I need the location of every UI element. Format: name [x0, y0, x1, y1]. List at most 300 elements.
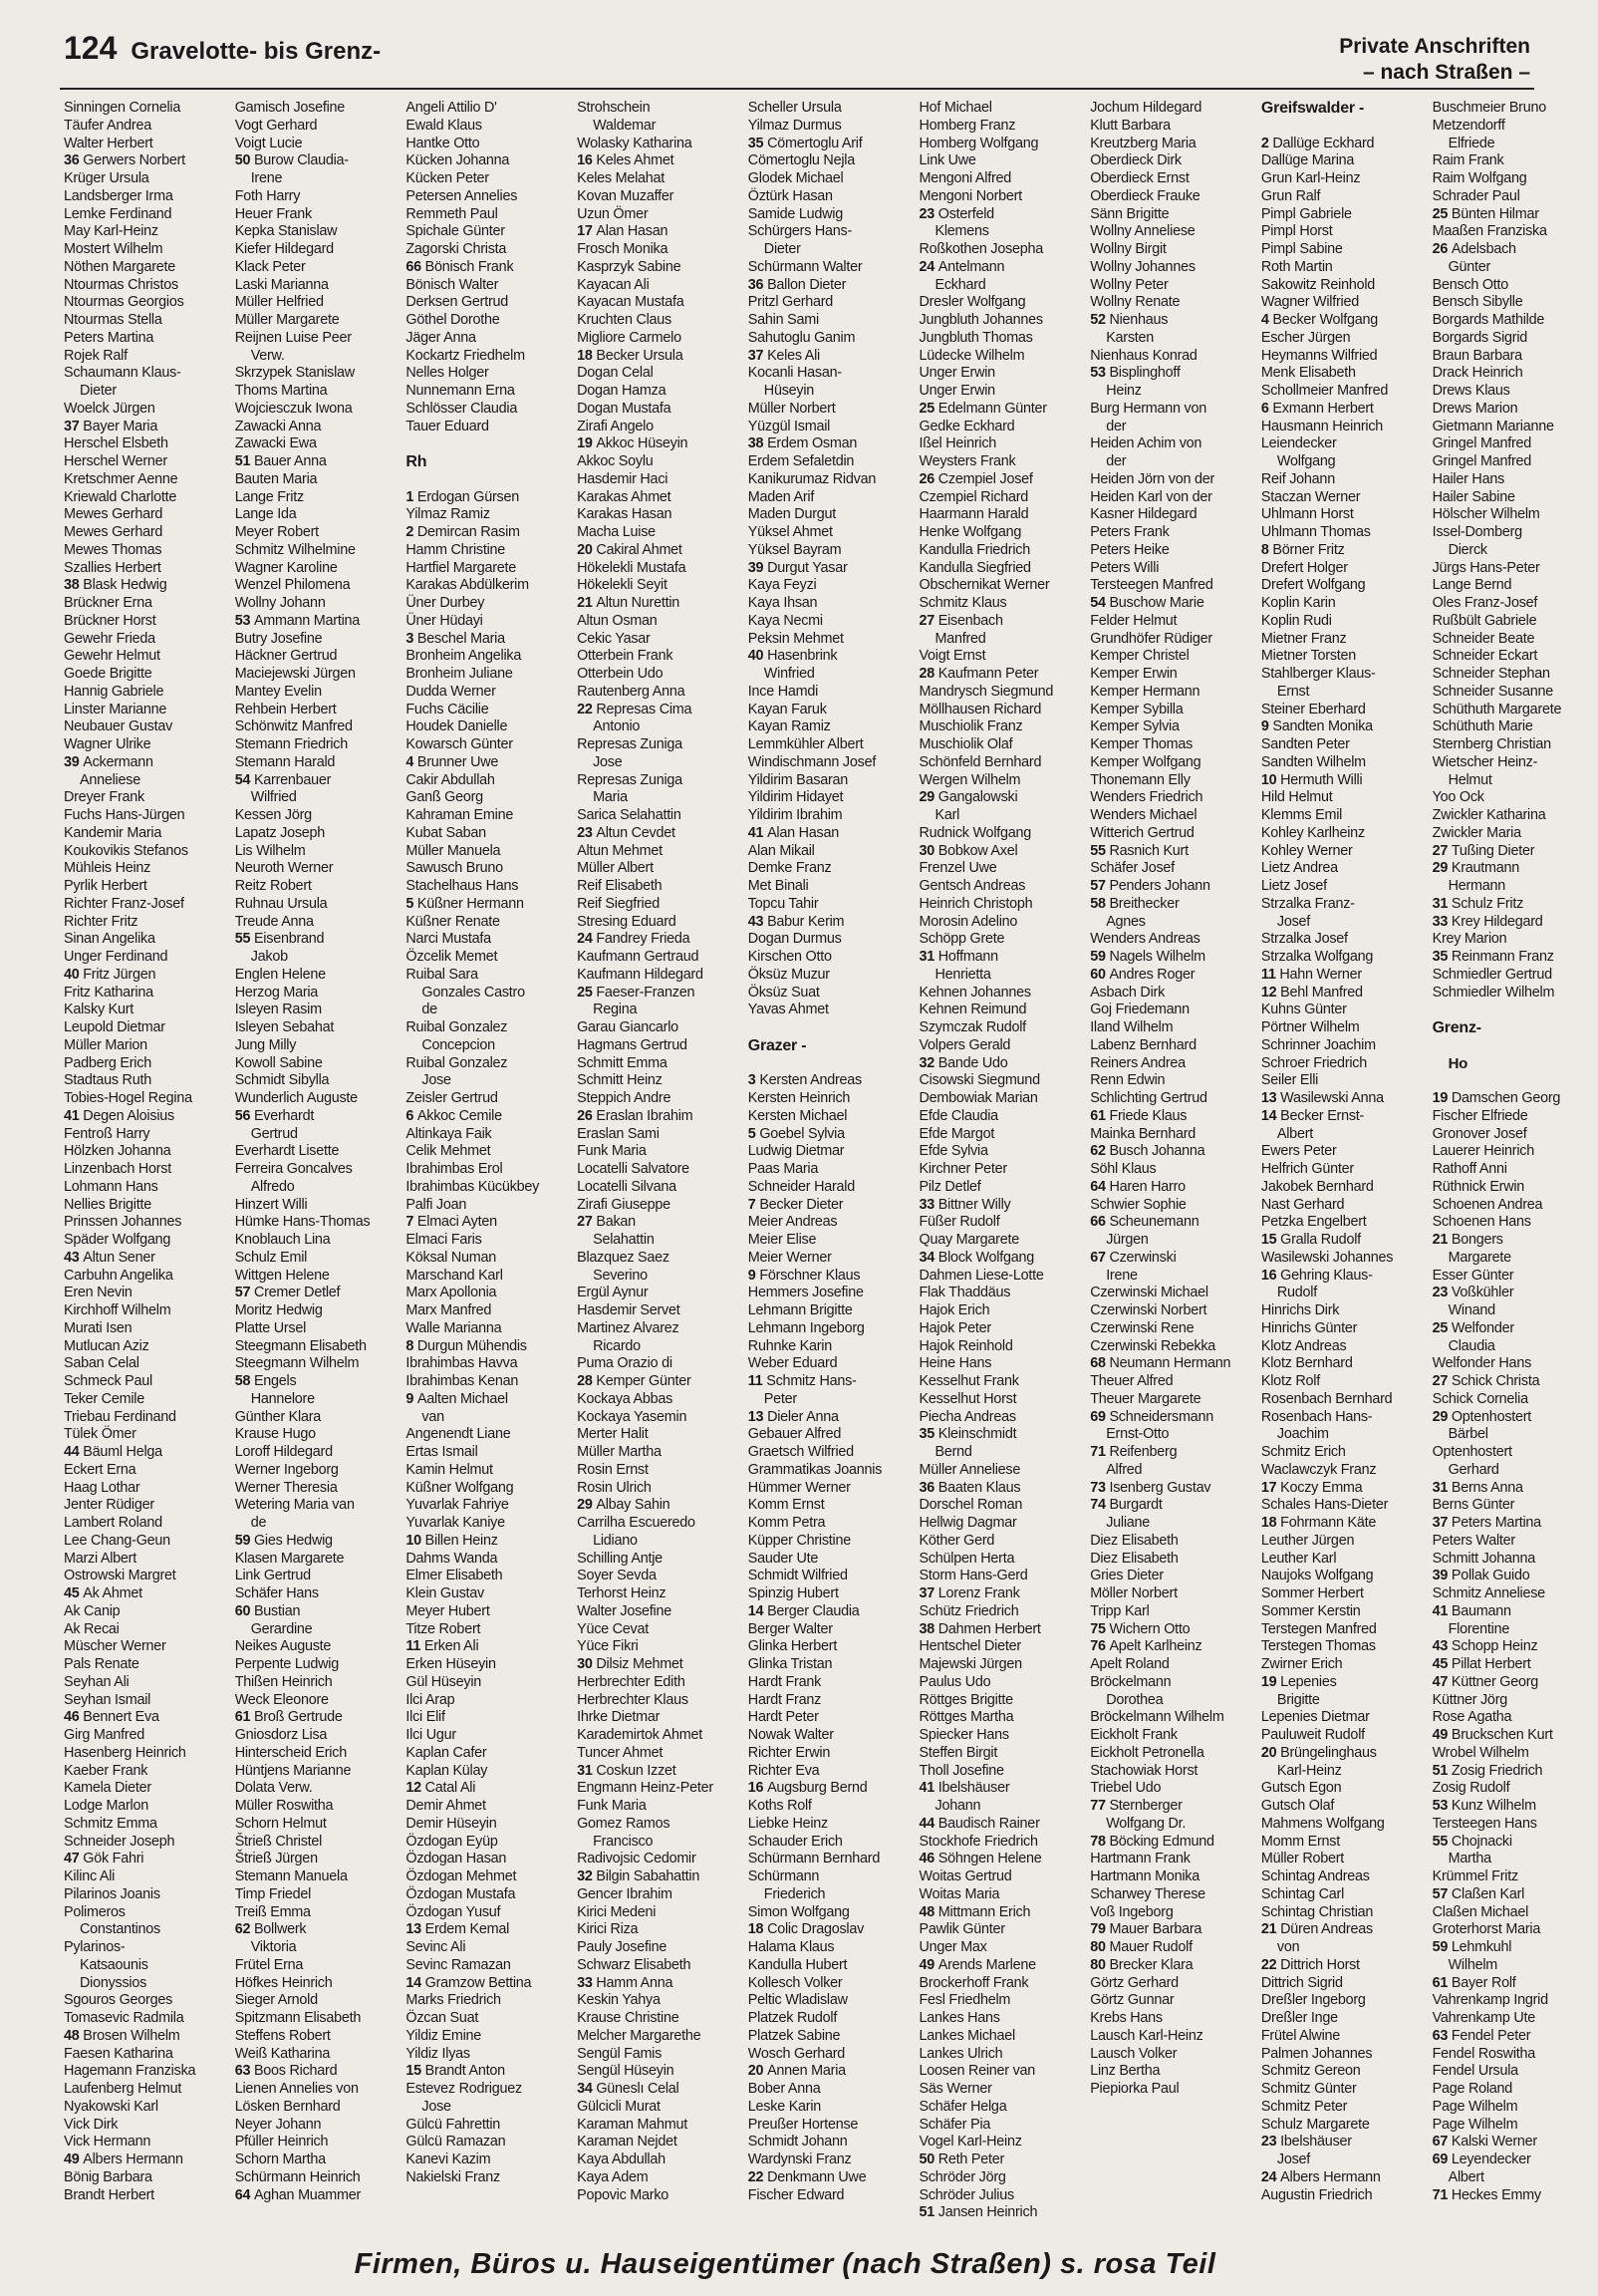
entry: Schmidt Sibylla: [234, 1072, 330, 1089]
entry: Gamisch Josefine: [234, 100, 346, 116]
entry: Waclawczyk Franz: [1260, 1461, 1377, 1478]
entry: 37 Keles Ali: [747, 347, 821, 364]
entry: Fuchs Hans-Jürgen: [64, 807, 185, 823]
entry: Schneider Stephan: [1432, 666, 1550, 682]
entry: 35 Kleinschmidt: [919, 1426, 1017, 1443]
entry: 35 Cömertoglu Arif: [747, 135, 863, 151]
entry: Schneider Beate: [1432, 630, 1535, 647]
entry: Sawusch Bruno: [405, 860, 503, 877]
entry: Paulus Udo: [919, 1673, 991, 1690]
entry: Zawacki Ewa: [234, 435, 317, 452]
entry: Platzek Sabine: [747, 2027, 841, 2044]
header-rule: [60, 88, 1534, 90]
entry: Terstegen Thomas: [1260, 1638, 1376, 1655]
entry: Strzalka Josef: [1260, 931, 1348, 948]
entry: Grammatikas Joannis: [747, 1461, 883, 1478]
entry: 58 Breithecker: [1090, 895, 1180, 912]
entry: Gries Dieter: [1090, 1568, 1164, 1584]
entry: Altinkaya Faik: [405, 1125, 492, 1142]
entry: Platte Ursel: [234, 1319, 307, 1336]
entry: Borgards Mathilde: [1432, 312, 1545, 328]
entry: Meyer Robert: [234, 524, 319, 540]
entry: Kehnen Reimund: [919, 1002, 1027, 1018]
entry: 60 Andres Roger: [1090, 966, 1196, 983]
entry-continuation: Irene: [250, 170, 283, 186]
entry: Heymanns Wilfried: [1260, 347, 1378, 364]
entry: Neubauer Gustav: [64, 718, 173, 735]
entry: Maden Arif: [747, 488, 815, 505]
entry-continuation: Hüseyin: [763, 383, 815, 399]
entry: 35 Reinmann Franz: [1432, 949, 1554, 965]
entry: Radivojsic Cedomir: [577, 1851, 696, 1867]
entry: Brückner Horst: [64, 612, 156, 629]
entry: Escher Jürgen: [1260, 329, 1351, 346]
entry: 21 Altun Nurettin: [577, 595, 680, 611]
entry: Weiß Katharina: [234, 2045, 331, 2062]
entry: Demir Ahmet: [405, 1798, 486, 1814]
entry: 67 Czerwinski: [1090, 1249, 1177, 1266]
entry-continuation: der: [1106, 418, 1127, 434]
entry: Klutt Barbara: [1090, 117, 1171, 134]
entry: Padberg Erich: [64, 1054, 151, 1071]
entry: 53 Bisplinghoff: [1090, 365, 1181, 382]
spacer: [405, 435, 571, 453]
entry: Schröder Jörg: [919, 2168, 1006, 2185]
entry: Loosen Reiner van: [919, 2063, 1036, 2080]
entry: Wollny Peter: [1090, 276, 1169, 293]
column-4: [577, 100, 742, 2222]
entry: Schneider Eckart: [1432, 648, 1538, 665]
entry: Yildiz Ilyas: [405, 2045, 470, 2062]
entry: Wietscher Heinz-: [1432, 753, 1538, 770]
entry: Gentsch Andreas: [919, 878, 1026, 894]
entry: Maciejewski Jürgen: [234, 666, 356, 682]
entry-continuation: Gertrud: [250, 1125, 298, 1142]
entry: Zagorski Christa: [405, 241, 507, 257]
entry: Eickholt Frank: [1090, 1727, 1178, 1743]
entry: Kandulla Hubert: [747, 1956, 848, 1973]
entry: Sevinc Ramazan: [405, 1956, 511, 1973]
entry: Herbrechter Klaus: [577, 1691, 688, 1708]
entry: Palmen Johannes: [1260, 2045, 1373, 2062]
entry: Höfkes Heinrich: [234, 1974, 333, 1991]
entry-continuation: Waldemar: [593, 117, 657, 134]
entry: 78 Böcking Edmund: [1090, 1833, 1214, 1850]
entry: Titze Robert: [405, 1620, 481, 1637]
entry: Triebau Ferdinand: [64, 1408, 176, 1425]
entry: Koths Rolf: [747, 1798, 812, 1814]
entry: Witterich Gertrud: [1090, 824, 1195, 841]
entry: Schäfer Josef: [1090, 860, 1175, 877]
entry: Locatelli Salvatore: [577, 1161, 689, 1177]
entry: Schürmann: [747, 1868, 820, 1884]
entry: Schlösser Claudia: [405, 400, 518, 417]
entry: Wenzel Philomena: [234, 577, 351, 594]
entry: Zirafi Giuseppe: [577, 1196, 670, 1213]
entry: 9 Aalten Michael: [405, 1390, 508, 1407]
entry: Klotz Andreas: [1260, 1337, 1347, 1354]
entry: 31 Hoffmann: [919, 949, 998, 965]
entry: Muschiolik Franz: [919, 718, 1023, 735]
entry: Üner Hüdayi: [405, 612, 483, 629]
entry: Sommer Kerstin: [1260, 1602, 1361, 1619]
column-9: [1433, 100, 1598, 2222]
entry: 27 Schick Christa: [1432, 1373, 1540, 1389]
entry: Unger Erwin: [919, 365, 995, 382]
entry: 79 Mauer Barbara: [1090, 1921, 1202, 1938]
entry: Neuroth Werner: [234, 860, 334, 877]
entry: Jenter Rüdiger: [64, 1497, 154, 1514]
entry: Zirafi Angelo: [577, 418, 654, 434]
entry: Schmitz Klaus: [919, 595, 1007, 611]
entry: Rosenbach Hans-: [1260, 1408, 1373, 1425]
entry: Leuther Karl: [1260, 1550, 1337, 1567]
entry: Klack Peter: [234, 258, 306, 275]
entry: Wollny Birgit: [1090, 241, 1167, 257]
entry: Link Uwe: [919, 152, 976, 169]
entry: 16 Augsburg Bernd: [747, 1780, 868, 1797]
entry: Kessen Jörg: [234, 807, 312, 823]
entry: Schrader Paul: [1432, 187, 1520, 204]
entry: Mainka Bernhard: [1090, 1125, 1197, 1142]
entry: Pimpl Sabine: [1260, 241, 1343, 257]
entry: 54 Buschow Marie: [1090, 595, 1204, 611]
entry: Özdogan Mustafa: [405, 1885, 516, 1902]
street-heading: Rh: [405, 453, 427, 470]
entry: 69 Schneidersmann: [1090, 1408, 1213, 1425]
entry: Kahraman Emine: [405, 807, 514, 823]
entry: Reijnen Luise Peer: [234, 329, 352, 346]
entry: 38 Blask Hedwig: [64, 577, 167, 594]
entry: Rosin Ulrich: [577, 1479, 652, 1496]
entry: Heine Hans: [919, 1355, 992, 1372]
entry: Efde Claudia: [919, 1107, 998, 1124]
entry: Klotz Rolf: [1260, 1373, 1320, 1389]
entry: Oberdieck Frauke: [1090, 187, 1200, 204]
entry: 61 Broß Gertrude: [234, 1709, 343, 1726]
entry: 9 Förschner Klaus: [747, 1267, 861, 1284]
entry: 28 Kaufmann Peter: [919, 666, 1039, 682]
entry: Lietz Andrea: [1260, 860, 1338, 877]
entry: Yilmaz Ramiz: [405, 506, 490, 523]
entry: Kemper Thomas: [1090, 736, 1194, 752]
entry: Morosin Adelino: [919, 913, 1018, 930]
entry: 15 Brandt Anton: [405, 2063, 505, 2080]
entry: 27 Eisenbach: [919, 612, 1003, 629]
entry: Schoenen Hans: [1432, 1214, 1531, 1231]
entry: Söhl Klaus: [1090, 1161, 1157, 1177]
entry: 22 Dittrich Horst: [1260, 1956, 1360, 1973]
entry: Gewehr Frieda: [64, 630, 155, 647]
entry: Rosenbach Bernhard: [1260, 1390, 1393, 1407]
entry: 41 Baumann: [1432, 1602, 1511, 1619]
entry: Storm Hans-Gerd: [919, 1568, 1028, 1584]
entry: 11 Hahn Werner: [1260, 966, 1362, 983]
entry: Kücken Johanna: [405, 152, 510, 169]
entry: Prinssen Johannes: [64, 1214, 182, 1231]
entry: Ntourmas Georgios: [64, 294, 184, 311]
entry: Ntourmas Stella: [64, 312, 162, 328]
entry: Hantke Otto: [405, 135, 480, 151]
entry: Nast Gerhard: [1260, 1196, 1345, 1213]
entry: Kaufmann Hildegard: [577, 966, 703, 983]
entry: Brockerhoff Frank: [919, 1974, 1029, 1991]
entry: Jung Milly: [234, 1036, 297, 1053]
entry: Ibrahimbas Erol: [405, 1161, 503, 1177]
entry: Schülpen Herta: [919, 1550, 1015, 1567]
entry: Cisowski Siegmund: [919, 1072, 1040, 1089]
entry: 66 Bönisch Frank: [405, 258, 514, 275]
entry: 29 Albay Sahin: [577, 1497, 670, 1514]
entry: 34 Block Wolfgang: [919, 1249, 1034, 1266]
entry: 13 Erdem Kemal: [405, 1921, 510, 1938]
entry: Staczan Werner: [1260, 488, 1361, 505]
entry: Goede Brigitte: [64, 666, 152, 682]
entry: Öztürk Hasan: [747, 187, 833, 204]
entry-continuation: Agnes: [1106, 913, 1146, 930]
entry: Štrieß Christel: [234, 1833, 323, 1850]
entry: Hüntjens Marianne: [234, 1762, 352, 1779]
entry: Schintag Carl: [1260, 1885, 1345, 1902]
entry: 37 Peters Martina: [1432, 1515, 1541, 1531]
entry: Fritz Katharina: [64, 984, 153, 1001]
entry: Sinningen Cornelia: [64, 100, 181, 116]
column-5: [748, 100, 914, 2222]
entry: Perpente Ludwig: [234, 1656, 339, 1672]
entry: Tobies-Hogel Regina: [64, 1090, 192, 1106]
entry: Kollesch Volker: [747, 1974, 843, 1991]
entry: Kaya Adem: [577, 2168, 649, 2185]
entry: Wunderlich Auguste: [234, 1090, 358, 1106]
entry: Spinzig Hubert: [747, 1585, 839, 1601]
entry: 76 Apelt Karlheinz: [1090, 1638, 1202, 1655]
entry: Yüzgül Ismail: [747, 418, 831, 434]
entry: Loroff Hildegard: [234, 1444, 333, 1460]
entry: Claßen Michael: [1432, 1903, 1529, 1920]
entry-continuation: Karl-Heinz: [1276, 1762, 1342, 1779]
entry: Rosin Ernst: [577, 1461, 649, 1478]
entry: Peltic Wladislaw: [747, 1992, 848, 2009]
entry: Haarmann Harald: [919, 506, 1029, 523]
entry: Piecha Andreas: [919, 1408, 1016, 1425]
entry: Teker Cemile: [64, 1390, 144, 1407]
entry: Wittgen Helene: [234, 1267, 330, 1284]
entry: Kirchner Peter: [919, 1161, 1007, 1177]
entry: Kaplan Külay: [405, 1762, 488, 1779]
entry: Wagner Wilfried: [1260, 294, 1359, 311]
entry: Czempiel Richard: [919, 488, 1029, 505]
entry: Bronheim Juliane: [405, 666, 513, 682]
entry: Krüger Ursula: [64, 170, 149, 186]
entry-continuation: Rudolf: [1276, 1285, 1317, 1301]
entry: Lambert Roland: [64, 1515, 162, 1531]
entry: Marschand Karl: [405, 1267, 503, 1284]
entry: Schütz Friedrich: [919, 1602, 1019, 1619]
entry: 20 Cakiral Ahmet: [577, 541, 682, 558]
entry: Brückner Erna: [64, 595, 152, 611]
entry: 59 Nagels Wilhelm: [1090, 949, 1205, 965]
entry: Demke Franz: [747, 860, 832, 877]
entry: 68 Neumann Hermann: [1090, 1355, 1231, 1372]
entry: Hajok Erich: [919, 1302, 990, 1318]
entry: Kaeber Frank: [64, 1762, 148, 1779]
entry: 23 Osterfeld: [919, 205, 994, 222]
entry: Schales Hans-Dieter: [1260, 1497, 1389, 1514]
entry-continuation: Jose: [421, 2098, 451, 2115]
entry-continuation: Alfred: [1106, 1461, 1143, 1478]
entry: Marx Manfred: [405, 1302, 492, 1318]
entry: Zeisler Gertrud: [405, 1090, 498, 1106]
entry: Skrzypek Stanislaw: [234, 365, 355, 382]
entry: Wosch Gerhard: [747, 2045, 846, 2062]
entry: Heiden Karl von der: [1090, 488, 1212, 505]
entry: Dogan Celal: [577, 365, 654, 382]
entry-continuation: Dieter: [80, 383, 117, 399]
entry: 11 Schmitz Hans-: [747, 1373, 857, 1389]
spacer: [405, 471, 571, 489]
entry: Homberg Franz: [919, 117, 1016, 134]
entry: Burg Hermann von: [1090, 400, 1206, 417]
entry: Ferreira Goncalves: [234, 1161, 353, 1177]
entry: Szallies Herbert: [64, 559, 161, 576]
entry: 20 Brüngelinghaus: [1260, 1744, 1377, 1761]
entry-continuation: de: [250, 1515, 267, 1531]
entry: Özcelik Memet: [405, 949, 498, 965]
entry: 80 Brecker Klara: [1090, 1956, 1194, 1973]
entry: Kohley Werner: [1260, 842, 1353, 859]
entry: Bröckelmann: [1090, 1673, 1172, 1690]
entry: Yüce Cevat: [577, 1620, 649, 1637]
entry-continuation: Friederich: [763, 1885, 826, 1902]
entry: Ißel Heinrich: [919, 435, 997, 452]
entry: Mantey Evelin: [234, 683, 322, 700]
entry: Kaya Ihsan: [747, 595, 818, 611]
entry: 26 Czempiel Josef: [919, 470, 1033, 487]
entry: Fuchs Cäcilie: [405, 701, 489, 718]
entry: Hardt Peter: [747, 1709, 819, 1726]
entry-continuation: Constantinos: [80, 1921, 160, 1938]
entry: Glodek Michael: [747, 170, 844, 186]
entry: Popovic Marko: [577, 2186, 669, 2203]
entry: Kovan Muzaffer: [577, 187, 674, 204]
entry: Ertas Ismail: [405, 1444, 478, 1460]
directory-columns: [64, 100, 1562, 2222]
entry: Frütel Alwine: [1260, 2027, 1341, 2044]
entry: Röttges Martha: [919, 1709, 1014, 1726]
entry: Neikes Auguste: [234, 1638, 332, 1655]
entry: Hökelekli Mustafa: [577, 559, 686, 576]
entry-continuation: Wilfried: [250, 789, 297, 806]
entry: Görtz Gunnar: [1090, 1992, 1175, 2009]
entry: Stadtaus Ruth: [64, 1072, 151, 1089]
entry: Müller Margarete: [234, 312, 340, 328]
entry: Ruhnke Karin: [747, 1337, 832, 1354]
entry: Schmitz Erich: [1260, 1444, 1346, 1460]
entry: Alan Mikail: [747, 842, 815, 859]
entry: Unger Erwin: [919, 383, 995, 399]
entry: Hasdemir Servet: [577, 1302, 680, 1318]
entry: 61 Bayer Rolf: [1432, 1974, 1516, 1991]
entry: Müller Norbert: [747, 400, 836, 417]
entry: Otterbein Udo: [577, 666, 664, 682]
entry: Rathoff Anni: [1432, 1161, 1507, 1177]
entry: Kirici Medeni: [577, 1903, 657, 1920]
column-8: [1261, 100, 1427, 2222]
entry: Bönig Barbara: [64, 2168, 152, 2185]
entry: Gülcicli Murat: [577, 2098, 661, 2115]
entry: 17 Alan Hasan: [577, 223, 668, 240]
entry: Kaya Abdullah: [577, 2152, 666, 2167]
entry: 16 Keles Ahmet: [577, 152, 674, 169]
entry: Kirchhoff Wilhelm: [64, 1302, 171, 1318]
entry: 29 Krautmann: [1432, 860, 1520, 877]
entry-continuation: de: [421, 1002, 437, 1018]
entry: Efde Margot: [919, 1125, 995, 1142]
entry: Steffen Birgit: [919, 1744, 998, 1761]
entry: 6 Exmann Herbert: [1260, 400, 1374, 417]
entry: 59 Lehmkuhl: [1432, 1939, 1512, 1955]
entry: 47 Küttner Georg: [1432, 1673, 1539, 1690]
entry-continuation: Josef: [1276, 2152, 1311, 2167]
entry: Mandrysch Siegmund: [919, 683, 1054, 700]
entry-continuation: Regina: [593, 1002, 638, 1018]
entry: Voß Ingeborg: [1090, 1903, 1174, 1920]
entry: 28 Kemper Günter: [577, 1373, 691, 1389]
entry: Lietz Josef: [1260, 878, 1327, 894]
entry: Wenders Michael: [1090, 807, 1198, 823]
entry: Lis Wilhelm: [234, 842, 306, 859]
entry: Menk Elisabeth: [1260, 365, 1356, 382]
entry: 33 Krey Hildegard: [1432, 913, 1543, 930]
entry: Gronover Josef: [1432, 1125, 1527, 1142]
entry: 40 Fritz Jürgen: [64, 966, 156, 983]
entry: Isleyen Rasim: [234, 1002, 322, 1018]
entry: Schmitt Johanna: [1432, 1550, 1536, 1567]
entry: Everhardt Lisette: [234, 1143, 340, 1160]
entry: Schwarz Elisabeth: [577, 1956, 691, 1973]
entry: Neyer Johann: [234, 2116, 322, 2133]
entry: Nelles Holger: [405, 365, 489, 382]
entry: 50 Reth Peter: [919, 2152, 1005, 2167]
entry: Karademirtok Ahmet: [577, 1727, 702, 1743]
entry: Windischmann Josef: [747, 753, 877, 770]
entry: Kayan Faruk: [747, 701, 827, 718]
entry: Bronheim Angelika: [405, 648, 522, 665]
entry: Cömertoglu Nejla: [747, 152, 855, 169]
entry: 23 Altun Cevdet: [577, 824, 675, 841]
entry: Sandten Peter: [1260, 736, 1350, 752]
entry: Isleyen Sebahat: [234, 1019, 335, 1035]
entry-continuation: Ernst-Otto: [1106, 1426, 1170, 1443]
entry: Wagner Karoline: [234, 559, 338, 576]
entry: Metzendorff: [1432, 117, 1505, 134]
entry: Pimpl Horst: [1260, 223, 1333, 240]
entry: Kandulla Siegfried: [919, 559, 1031, 576]
entry: Halama Klaus: [747, 1939, 835, 1955]
entry: Lepenies Dietmar: [1260, 1709, 1370, 1726]
entry: Stemann Manuela: [234, 1868, 348, 1884]
entry: Diez Elisabeth: [1090, 1550, 1179, 1567]
entry: Weck Eleonore: [234, 1691, 329, 1708]
entry: Kretschmer Aenne: [64, 470, 178, 487]
entry: 30 Bobkow Axel: [919, 842, 1018, 859]
entry: Muschiolik Olaf: [919, 736, 1013, 752]
entry: Triebel Udo: [1090, 1780, 1162, 1797]
entry: Samide Ludwig: [747, 205, 843, 222]
entry: Schneider Harald: [747, 1178, 855, 1195]
entry: Mühleis Heinz: [64, 860, 151, 877]
entry-continuation: Irene: [1106, 1267, 1138, 1284]
